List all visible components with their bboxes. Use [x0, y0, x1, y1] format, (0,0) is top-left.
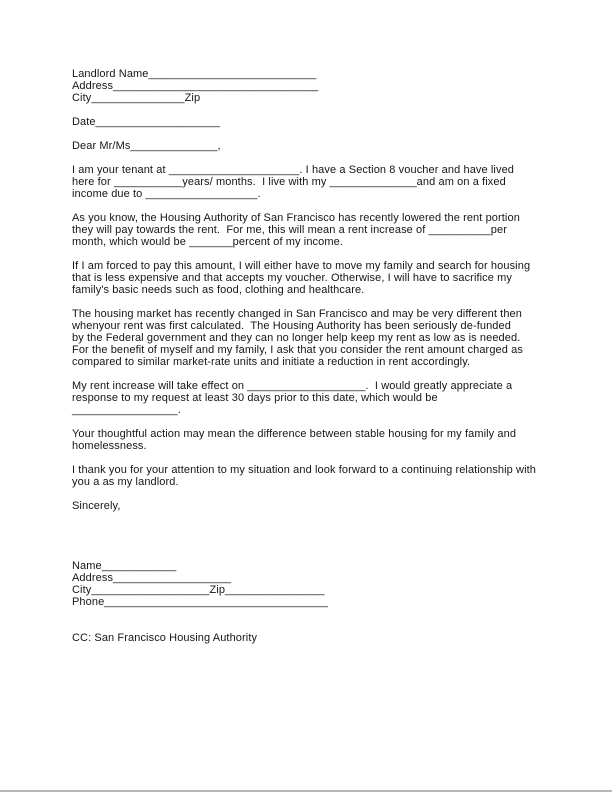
letter-content [72, 68, 582, 644]
signature-block [72, 560, 582, 608]
recipient-block [72, 68, 582, 104]
recipient-landlord-name-line: Landlord Name___________________________ [72, 68, 317, 80]
paragraph-line: they will pay towards the rent. For me, this will mean a rent increase of __________per [72, 224, 507, 236]
paragraph-rent-increase-date [72, 380, 582, 416]
date-block [72, 116, 582, 128]
paragraph-line: For the benefit of myself and my family, I ask that you consider the rent amount charged as [72, 344, 523, 356]
signature-phone-line: Phone____________________________________ [72, 596, 329, 608]
signature-address-line: Address___________________ [72, 572, 232, 584]
paragraph-housing-market [72, 308, 582, 368]
signature-city-zip-line: City___________________Zip________________ [72, 584, 325, 596]
paragraph-line: you a as my landlord. [72, 476, 179, 488]
paragraph-line: whenyour rent was first calculated. The Housing Authority has been seriously de-funded [72, 320, 511, 332]
date-line: Date____________________ [72, 116, 220, 128]
paragraph-line: response to my request at least 30 days prior to this date, which would be [72, 392, 438, 404]
salutation-line: Dear Mr/Ms______________, [72, 140, 221, 152]
paragraph-line: The housing market has recently changed in San Francisco and may be very different then [72, 308, 522, 320]
salutation-block [72, 140, 582, 152]
paragraph-tenant-intro [72, 164, 582, 200]
paragraph-housing-authority [72, 212, 582, 248]
closing-block [72, 500, 582, 512]
paragraph-line: family's basic needs such as food, clothing and healthcare. [72, 284, 365, 296]
paragraph-thoughtful-action [72, 428, 582, 452]
paragraph-line: by the Federal government and they can no longer help keep my rent as low as is needed. [72, 332, 521, 344]
paragraph-line: As you know, the Housing Authority of San Francisco has recently lowered the rent portion [72, 212, 520, 224]
paragraph-line: I thank you for your attention to my situation and look forward to a continuing relationship with [72, 464, 537, 476]
paragraph-line: If I am forced to pay this amount, I will either have to move my family and search for housing [72, 260, 531, 272]
paragraph-line: I am your tenant at _____________________. I have a Section 8 voucher and have lived [72, 164, 515, 176]
paragraph-line: homelessness. [72, 440, 147, 452]
closing-line: Sincerely, [72, 500, 121, 512]
signature-name-line: Name____________ [72, 560, 177, 572]
paragraph-thank-you [72, 464, 582, 488]
paragraph-forced-to-pay [72, 260, 582, 296]
paragraph-line: My rent increase will take effect on ___________________. I would greatly appreciate a [72, 380, 513, 392]
recipient-address-line: Address_________________________________ [72, 80, 319, 92]
cc-line: CC: San Francisco Housing Authority [72, 632, 258, 644]
paragraph-line: Your thoughtful action may mean the difference between stable housing for my family and [72, 428, 517, 440]
paragraph-line: _________________. [72, 404, 181, 416]
paragraph-line: income due to __________________. [72, 188, 261, 200]
cc-block [72, 632, 582, 644]
paragraph-line: that is less expensive and that accepts my voucher. Otherwise, I will have to sacrifice my [72, 272, 513, 284]
recipient-city-zip-line: City_______________Zip [72, 92, 201, 104]
paragraph-line: here for ___________years/ months. I live with my ______________and am on a fixed [72, 176, 506, 188]
paragraph-line: month, which would be _______percent of my income. [72, 236, 343, 248]
paragraph-line: compared to similar market-rate units and initiate a reduction in rent accordingly. [72, 356, 471, 368]
